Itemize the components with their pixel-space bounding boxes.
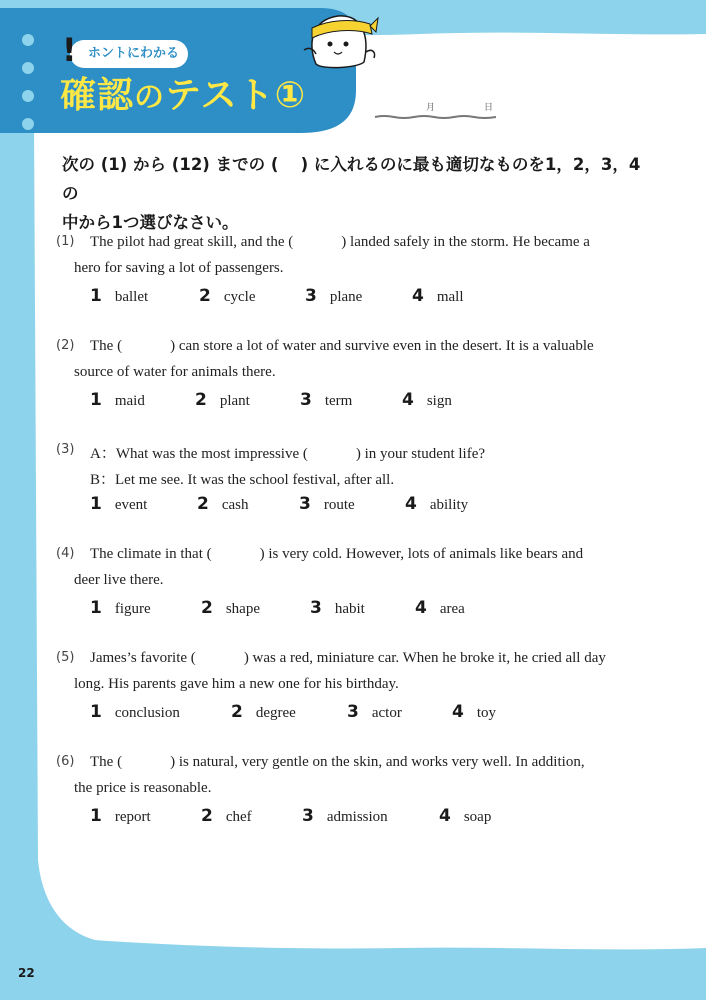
exclamation-icon: !: [62, 31, 77, 69]
date-field[interactable]: [374, 98, 494, 120]
choice-4[interactable]: 4 toy: [452, 702, 497, 722]
question-number: (5): [56, 650, 75, 665]
choice-3[interactable]: 3 term: [300, 390, 353, 410]
question-line-1: [90, 234, 590, 251]
question-number: (6): [56, 754, 75, 769]
date-day-label: 日: [484, 103, 494, 113]
choice-1[interactable]: 1 maid: [90, 390, 145, 410]
question-number: (3): [56, 442, 75, 457]
choice-1[interactable]: 1 event: [90, 494, 148, 514]
choice-2[interactable]: 2 degree: [231, 702, 296, 722]
question-number: (2): [56, 338, 75, 353]
question-text-a: The (: [90, 338, 123, 354]
question-line-2: source of water for animals there.: [74, 364, 276, 380]
date-underline: [374, 114, 498, 120]
choice-2[interactable]: 2 shape: [201, 598, 260, 618]
choice-1[interactable]: 1 conclusion: [90, 702, 180, 722]
question-line-1: [90, 650, 606, 667]
question-text-b: ) is very cold. However, lots of animals like bears and: [259, 546, 584, 562]
instruction-line-1: 次の (1) から (12) までの ( ) に入れるのに最も適切なものを1，2，3，4の: [62, 155, 641, 203]
title-rest: テスト①: [165, 75, 307, 116]
question-text-b: ) in your student life?: [355, 446, 486, 462]
badge-label: ホントにわかる: [88, 46, 180, 61]
choice-2[interactable]: 2 cash: [197, 494, 249, 514]
question-text-a: The pilot had great skill, and the (: [90, 234, 294, 250]
question-text-a: A：What was the most impressive (: [90, 446, 308, 462]
choice-4[interactable]: 4 soap: [439, 806, 492, 826]
choice-3[interactable]: 3 route: [299, 494, 355, 514]
question-number: (1): [56, 234, 75, 249]
question-line-1: [90, 546, 583, 563]
choice-1[interactable]: 1 report: [90, 806, 151, 826]
question-line-1: [90, 754, 585, 771]
title-main: 確認: [60, 75, 135, 116]
choice-4[interactable]: 4 sign: [402, 390, 452, 410]
choice-4[interactable]: 4 area: [415, 598, 465, 618]
question-line-1: [90, 338, 594, 355]
page-title: [60, 74, 306, 120]
question-text-b: ) was a red, miniature car. When he broke it, he cried all day: [243, 650, 606, 666]
instruction-text: [62, 150, 652, 237]
choice-3[interactable]: 3 actor: [347, 702, 402, 722]
choice-1[interactable]: 1 ballet: [90, 286, 149, 306]
question-line-2: the price is reasonable.: [74, 780, 212, 796]
choice-2[interactable]: 2 plant: [195, 390, 250, 410]
question-number: (4): [56, 546, 75, 561]
choice-2[interactable]: 2 cycle: [199, 286, 256, 306]
choice-1[interactable]: 1 figure: [90, 598, 151, 618]
question-line-2: long. His parents gave him a new one for his birthday.: [74, 676, 399, 692]
question-text-b: ) is natural, very gentle on the skin, and works very well. In addition,: [170, 754, 585, 770]
choice-3[interactable]: 3 admission: [302, 806, 388, 826]
question-line-2: deer live there.: [74, 572, 164, 588]
title-no: の: [134, 80, 166, 115]
instruction-line-2: 中から1つ選びなさい。: [62, 213, 239, 232]
question-line-2: B：Let me see. It was the school festival, after all.: [90, 472, 395, 488]
question-line-2: hero for saving a lot of passengers.: [74, 260, 284, 276]
question-line-1: [90, 442, 485, 463]
choice-3[interactable]: 3 habit: [310, 598, 365, 618]
choice-2[interactable]: 2 chef: [201, 806, 252, 826]
question-text-a: James’s favorite (: [90, 650, 196, 666]
date-month-label: 月: [426, 103, 436, 113]
question-text-b: ) landed safely in the storm. He became a: [341, 234, 590, 250]
choice-3[interactable]: 3 plane: [305, 286, 363, 306]
badge-honto-ni-wakaru: [62, 31, 188, 69]
choice-4[interactable]: 4 ability: [405, 494, 469, 514]
question-text-a: The climate in that (: [90, 546, 212, 562]
page-number: 22: [18, 966, 35, 980]
mascot-icon: [300, 6, 380, 72]
question-text-a: The (: [90, 754, 123, 770]
question-text-b: ) can store a lot of water and survive even in the desert. It is a valuable: [170, 338, 594, 354]
choice-4[interactable]: 4 mall: [412, 286, 464, 306]
